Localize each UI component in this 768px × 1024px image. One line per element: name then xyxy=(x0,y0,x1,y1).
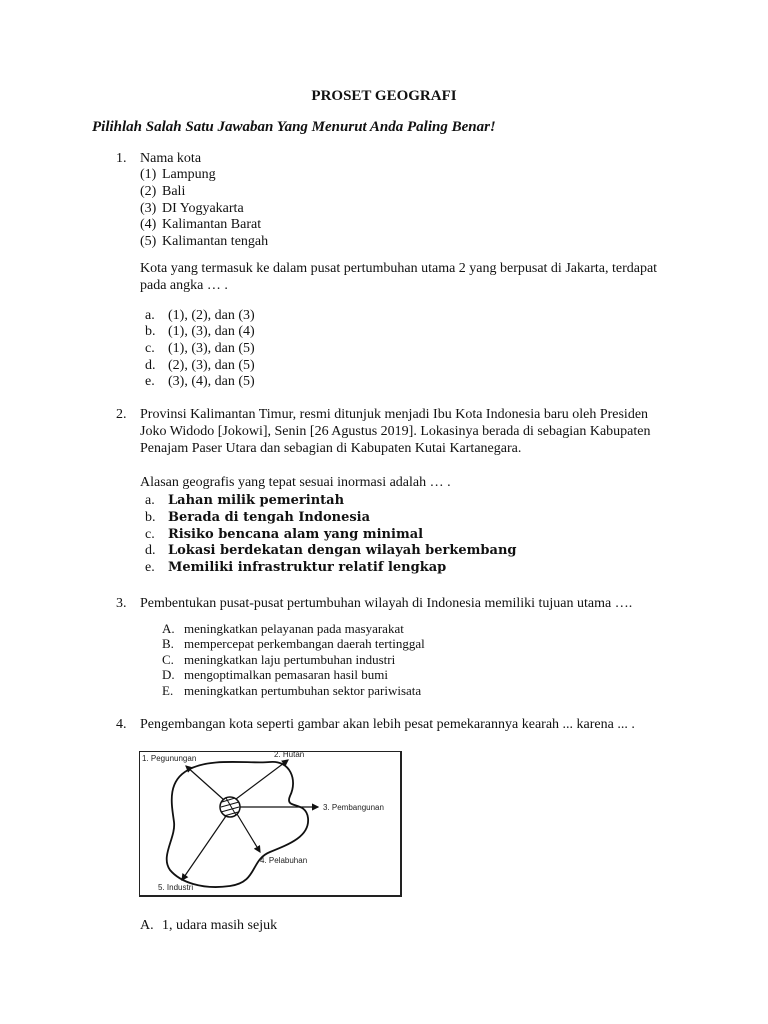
q2-option-key[interactable]: d. xyxy=(145,543,156,558)
instruction-text: Pilihlah Salah Satu Jawaban Yang Menurut Anda Paling Benar! xyxy=(92,119,496,135)
q1-number: 1. xyxy=(116,151,127,166)
q2-number: 2. xyxy=(116,407,127,422)
label-pegunungan: 1. Pegunungan xyxy=(142,754,197,763)
label-hutan: 2. Hutan xyxy=(274,752,305,759)
q1-item-num: (5) xyxy=(140,234,157,249)
q4-stem: Pengembangan kota seperti gambar akan lebih pesat pemekarannya kearah ... karena ... . xyxy=(140,717,635,732)
q3-stem: Pembentukan pusat-pusat pertumbuhan wilayah di Indonesia memiliki tujuan utama …. xyxy=(140,596,633,611)
q1-option-key[interactable]: e. xyxy=(145,374,155,389)
q1-item-text: Kalimantan tengah xyxy=(162,234,269,249)
q1-option-key[interactable]: c. xyxy=(145,341,155,356)
arrow-to-hutan xyxy=(236,760,288,799)
q2-option-key[interactable]: e. xyxy=(145,560,155,575)
q1-option-text[interactable]: (1), (3), dan (5) xyxy=(168,341,255,356)
q3-option-text[interactable]: mempercepat perkembangan daerah tertinggal xyxy=(184,636,425,651)
q1-item-text: Bali xyxy=(162,184,186,199)
q2-passage: Penajam Paser Utara dan sebagian di Kabupaten Kutai Kartanegara. xyxy=(140,441,522,456)
q1-stem: Nama kota xyxy=(140,151,202,166)
q1-option-text[interactable]: (1), (2), dan (3) xyxy=(168,308,255,323)
q3-option-key[interactable]: D. xyxy=(162,667,175,682)
q1-item-text: DI Yogyakarta xyxy=(162,201,244,216)
q1-option-text[interactable]: (1), (3), dan (4) xyxy=(168,324,255,339)
q1-item-num: (4) xyxy=(140,217,157,232)
q1-item-num: (2) xyxy=(140,184,157,199)
q2-option-key[interactable]: a. xyxy=(145,493,155,508)
q1-question: pada angka … . xyxy=(140,278,228,293)
q2-question: Alasan geografis yang tepat sesuai inormasi adalah … . xyxy=(140,475,451,490)
q1-item-num: (3) xyxy=(140,201,157,216)
q2-option-text[interactable]: Lahan milik pemerintah xyxy=(168,493,345,508)
q4-option-text[interactable]: 1, udara masih sejuk xyxy=(162,918,278,933)
q1-option-key[interactable]: d. xyxy=(145,358,156,373)
page-title: PROSET GEOGRAFI xyxy=(311,88,457,104)
q1-option-text[interactable]: (2), (3), dan (5) xyxy=(168,358,255,373)
label-industri: 5. Industri xyxy=(158,883,194,892)
arrow-to-pelabuhan xyxy=(237,814,260,852)
q2-passage: Joko Widodo [Jokowi], Senin [26 Agustus 2019]. Lokasinya berada di sebagian Kabupaten xyxy=(140,424,651,439)
q1-question: Kota yang termasuk ke dalam pusat pertumbuhan utama 2 yang berpusat di Jakarta, terdapat xyxy=(140,261,658,276)
q2-option-text[interactable]: Lokasi berdekatan dengan wilayah berkembang xyxy=(168,543,517,558)
arrow-to-pegunungan xyxy=(186,766,224,800)
city-development-diagram xyxy=(139,751,402,897)
q3-option-text[interactable]: mengoptimalkan pemasaran hasil bumi xyxy=(184,667,388,682)
q3-option-text[interactable]: meningkatkan pelayanan pada masyarakat xyxy=(184,621,404,636)
q3-option-text[interactable]: meningkatkan laju pertumbuhan industri xyxy=(184,652,396,667)
q1-item-num: (1) xyxy=(140,167,157,182)
q4-option-key[interactable]: A. xyxy=(140,918,154,933)
q4-number: 4. xyxy=(116,717,127,732)
q2-passage: Provinsi Kalimantan Timur, resmi ditunjuk menjadi Ibu Kota Indonesia baru oleh Presiden xyxy=(140,407,649,422)
q2-option-text[interactable]: Memiliki infrastruktur relatif lengkap xyxy=(168,560,447,575)
label-pelabuhan: 4. Pelabuhan xyxy=(260,856,308,865)
q2-option-text[interactable]: Risiko bencana alam yang minimal xyxy=(168,527,424,542)
label-pembangunan: 3. Pembangunan xyxy=(323,803,384,812)
diagram-svg xyxy=(140,752,398,893)
arrow-to-industri xyxy=(182,816,226,880)
q1-option-text[interactable]: (3), (4), dan (5) xyxy=(168,374,255,389)
q1-item-text: Kalimantan Barat xyxy=(162,217,262,232)
q1-item-text: Lampung xyxy=(162,167,216,182)
q3-option-key[interactable]: B. xyxy=(162,636,174,651)
q3-option-key[interactable]: A. xyxy=(162,621,175,636)
q2-option-key[interactable]: c. xyxy=(145,527,155,542)
q2-option-text[interactable]: Berada di tengah Indonesia xyxy=(168,510,371,525)
q1-option-key[interactable]: b. xyxy=(145,324,156,339)
q3-option-key[interactable]: E. xyxy=(162,683,174,698)
q3-number: 3. xyxy=(116,596,127,611)
city-boundary-shape xyxy=(167,762,308,887)
q1-option-key[interactable]: a. xyxy=(145,308,155,323)
q3-option-text[interactable]: meningkatkan pertumbuhan sektor pariwisata xyxy=(184,683,422,698)
q3-option-key[interactable]: C. xyxy=(162,652,174,667)
q2-option-key[interactable]: b. xyxy=(145,510,156,525)
